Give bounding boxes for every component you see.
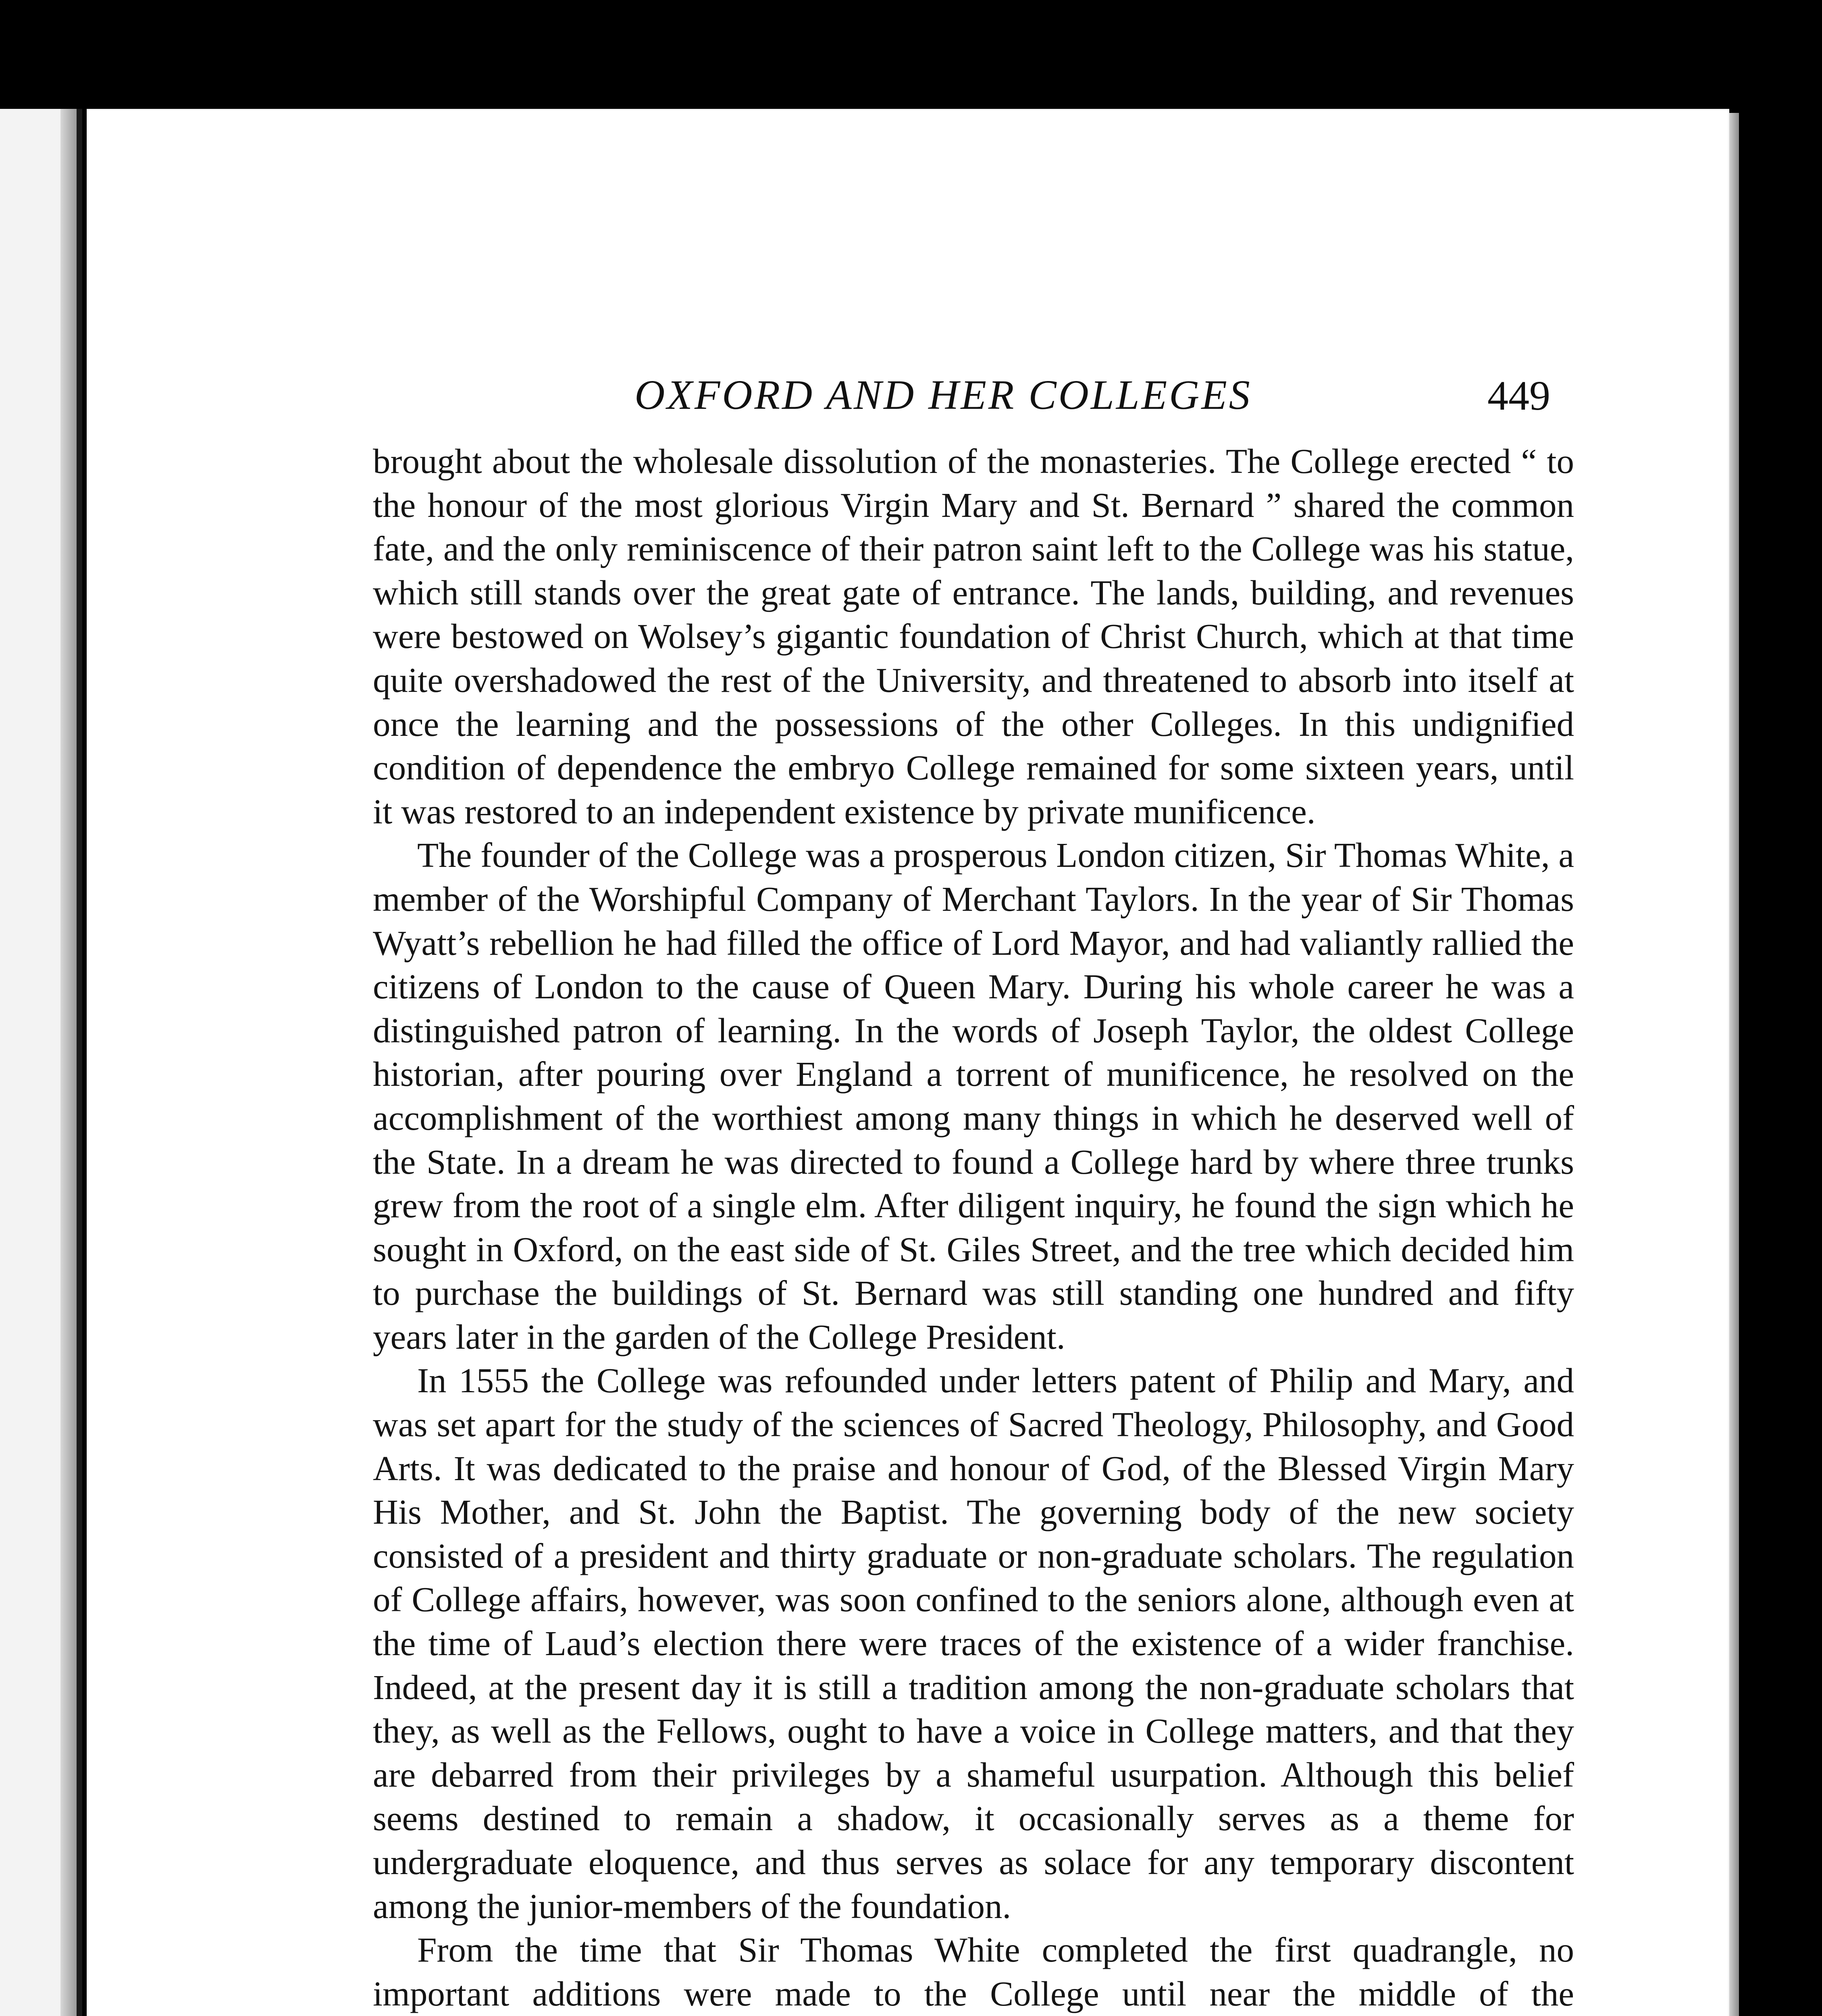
paragraph-2: The founder of the College was a prosperous London citizen, Sir Thomas White, a member of the Worshipful Company of Merchant Taylors. In the year of Sir Thomas Wyatt’s rebellion he had filled the office of Lord Mayor, and had valiantly rallied the citizens of London to the cause of Queen Mary. During his whole career he was a distinguished patron of learning. In the words of Joseph Taylor, the oldest College historian, after pouring over England a torrent of munificence, he resolved on the accomplishment of the worthiest among many things in which he deserved well of the State. In a dream he was directed to found a College hard by where three trunks grew from the root of a single elm. After diligent inquiry, he found the sign which he sought in Oxford, on the east side of St. Giles Street, and the tree which decided him to purchase the buildings of St. Bernard was still standing one hundred and fifty years later in the garden of the College President. bbox=[373, 835, 1574, 1356]
running-title: OXFORD AND HER COLLEGES bbox=[634, 372, 1252, 418]
book-page bbox=[87, 109, 1729, 2016]
paragraph-3: In 1555 the College was refounded under letters patent of Philip and Mary, and was set apart for the study of the sciences of Sacred Theology, Philosophy, and Good Arts. It was dedicated to the praise and honour of God, of the Blessed Virgin Mary His Mother, and St. John the Baptist. The governing body of the new society consisted of a president and thirty graduate or non-graduate scholars. The regulation of College affairs, however, was soon confined to the seniors alone, although even at the time of Laud’s election there were traces of the existence of a wider franchise. Indeed, at the present day it is still a tradition among the non-graduate scholars that they, as well as the Fellows, ought to have a voice in College matters, and that they are debarred from their privileges by a shameful usurpation. Although this belief seems destined to remain a shadow, it occasionally serves as a theme for undergraduate eloquence, and thus serves as solace for any temporary discontent among the junior-members of the foundation. bbox=[373, 1361, 1574, 1926]
body-text bbox=[373, 439, 1574, 2016]
page-number: 449 bbox=[1487, 373, 1550, 419]
paragraph-1: brought about the wholesale dissolution of the monasteries. The College erected “ to the honour of the most glorious Virgin Mary and St. Bernard ” shared the common fate, and the only reminiscence of their patron saint left to the College was his statue, which still stands over the great gate of entrance. The lands, building, and revenues were bestowed on Wolsey’s gigantic foundation of Christ Church, which at that time quite overshadowed the rest of the University, and threatened to absorb into itself at once the learning and the possessions of the other Colleges. In this undignified condition of dependence the embryo College remained for some sixteen years, until it was restored to an independent existence by private munificence. bbox=[373, 442, 1574, 831]
paragraph-4: From the time that Sir Thomas White completed the first quadrangle, no important additions were made to the College until near the middle of the bbox=[373, 1930, 1574, 2013]
page-stack-edge bbox=[1729, 113, 1739, 2016]
facing-page-edge bbox=[0, 109, 82, 2016]
page-header bbox=[87, 266, 1729, 419]
book-spine-shadow bbox=[60, 109, 77, 2016]
